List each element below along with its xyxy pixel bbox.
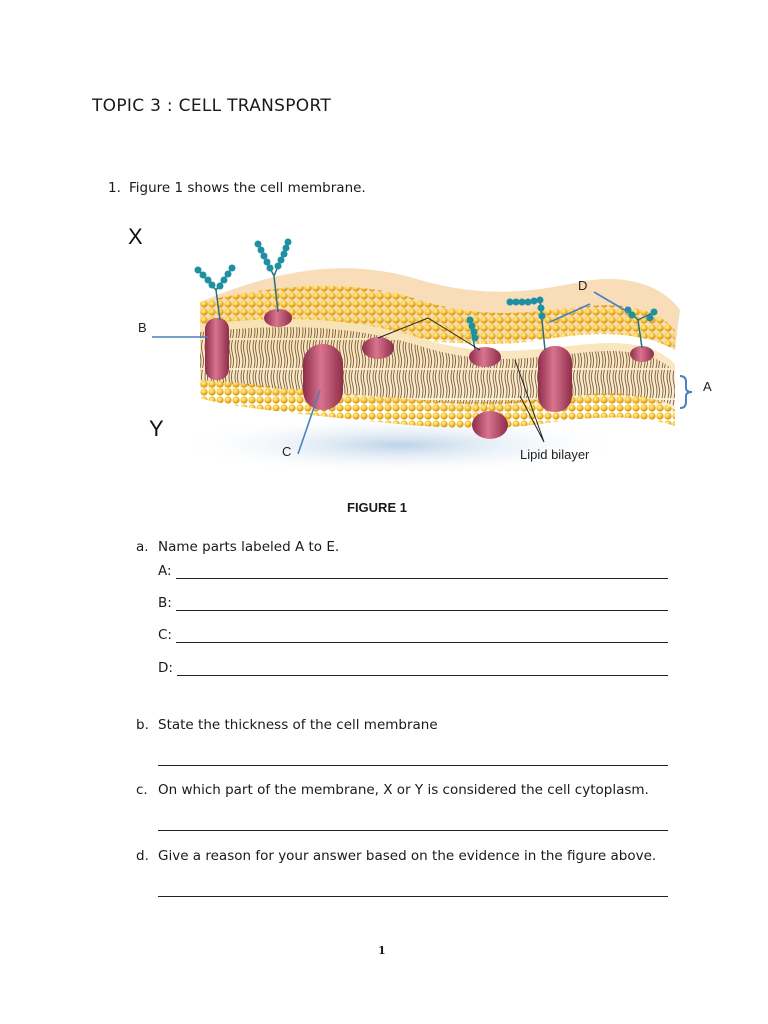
answer-line-b[interactable] <box>158 753 668 766</box>
label-y: Y <box>149 416 164 441</box>
protein-peripheral <box>472 411 508 439</box>
answer-row-d <box>158 660 668 676</box>
protein-surface <box>362 337 394 359</box>
part-a-text: Name parts labeled A to E. <box>158 539 340 555</box>
protein-surface-2 <box>469 347 501 367</box>
label-b: B <box>138 320 147 335</box>
label-x: X <box>128 224 143 249</box>
answer-label: A: <box>158 563 172 579</box>
part-a-letter: a. <box>136 539 149 555</box>
answer-row-c <box>158 627 668 643</box>
part-c-text: On which part of the membrane, X or Y is considered the cell cytoplasm. <box>158 782 649 798</box>
answer-line[interactable] <box>176 630 668 643</box>
label-c: C <box>282 444 292 459</box>
question-text: Figure 1 shows the cell membrane. <box>129 180 366 196</box>
answer-line-c[interactable] <box>158 818 668 831</box>
label-lipid-bilayer: Lipid bilayer <box>520 447 590 462</box>
part-d-text: Give a reason for your answer based on the evidence in the figure above. <box>158 848 657 864</box>
answer-line[interactable] <box>176 566 668 579</box>
glycoprotein-base-2 <box>630 346 654 362</box>
label-a: A <box>703 379 712 394</box>
page-title: TOPIC 3 : CELL TRANSPORT <box>92 96 332 116</box>
figure-caption: FIGURE 1 <box>347 500 407 515</box>
answer-label: B: <box>158 595 172 611</box>
protein-d <box>538 346 572 412</box>
answer-line[interactable] <box>176 598 668 611</box>
answer-line-d[interactable] <box>158 884 668 897</box>
protein-c <box>303 344 343 410</box>
membrane-figure <box>120 220 740 480</box>
part-c-letter: c. <box>136 782 148 798</box>
part-d-letter: d. <box>136 848 149 864</box>
question-number: 1. <box>108 180 121 196</box>
cell-membrane-diagram <box>120 220 740 480</box>
page-number: 1 <box>378 944 386 957</box>
part-b-text: State the thickness of the cell membrane <box>158 717 438 733</box>
answer-row-a <box>158 563 668 579</box>
answer-row-b <box>158 595 668 611</box>
answer-label: C: <box>158 627 172 643</box>
protein-b <box>205 318 229 380</box>
part-b-letter: b. <box>136 717 149 733</box>
label-d: D <box>578 278 588 293</box>
answer-label: D: <box>158 660 173 676</box>
answer-line[interactable] <box>177 663 668 676</box>
